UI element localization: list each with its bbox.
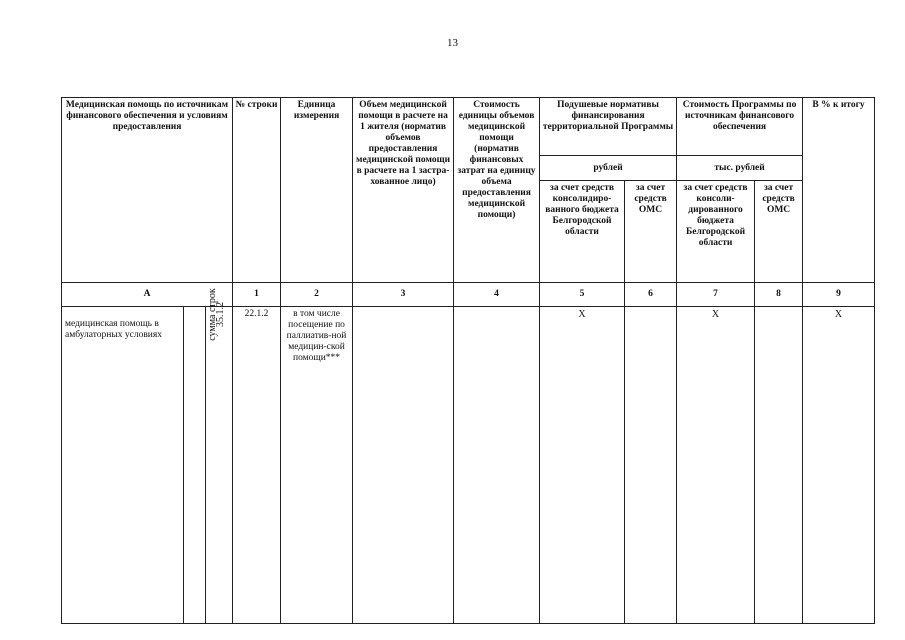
- header-share: В % к итогу: [803, 98, 875, 283]
- header-unit-cost: Стоимость единицы объемов медицинской помощи (норматив финансовых затрат на единицу объема предоставления медицинской помощи): [454, 98, 540, 283]
- header-row-number: № строки: [233, 98, 281, 283]
- column-number-9: 9: [803, 283, 875, 307]
- financing-table: [61, 97, 875, 624]
- unit-thousand-rubles: тыс. рублей: [677, 156, 803, 181]
- row-note-rotated: сумма строк: [206, 288, 218, 341]
- column-number-2: 2: [281, 283, 353, 307]
- column-number-3: 3: [353, 283, 454, 307]
- row-share: X: [803, 307, 875, 624]
- row-oms-per-capita: [625, 307, 677, 624]
- column-number-a: А: [62, 283, 233, 307]
- row-number: 22.1.2: [233, 307, 281, 624]
- header-per-capita: Подушевые нормативы финансирования территориальной Программы: [540, 98, 677, 156]
- table-row: [62, 307, 875, 624]
- column-number-5: 5: [540, 283, 625, 307]
- row-unit: в том числе посещение по паллиатив-ной медицин-ской помощи***: [281, 307, 353, 624]
- column-number-1: 1: [233, 283, 281, 307]
- header-oms-per-capita: за счет средств ОМС: [625, 181, 677, 283]
- header-volume: Объем медицинской помощи в расчете на 1 жителя (норматив объемов предоставления медицинской помощи в расчете на 1 застра-хованное лицо): [353, 98, 454, 283]
- column-number-6: 6: [625, 283, 677, 307]
- header-budget-program-cost: за счет средств консоли-дированного бюджета Белгородской области: [677, 181, 755, 283]
- row-oms-program-cost: [755, 307, 803, 624]
- header-program-cost: Стоимость Программы по источникам финансового обеспечения: [677, 98, 803, 156]
- row-budget-per-capita: X: [540, 307, 625, 624]
- unit-rubles: рублей: [540, 156, 677, 181]
- header-budget-per-capita: за счет средств консолидиро-ванного бюджета Белгородской области: [540, 181, 625, 283]
- header-unit: Единица измерения: [281, 98, 353, 283]
- row-ref-cell: [206, 302, 233, 624]
- column-number-7: 7: [677, 283, 755, 307]
- header-oms-program-cost: за счет средств ОМС: [755, 181, 803, 283]
- row-volume: [353, 307, 454, 624]
- row-unit-cost: [454, 307, 540, 624]
- page-number: 13: [447, 37, 458, 49]
- row-budget-program-cost: X: [677, 307, 755, 624]
- row-note-cell: [184, 288, 218, 624]
- column-number-8: 8: [755, 283, 803, 307]
- row-ref-rotated: 35.1.2: [215, 302, 226, 327]
- header-care-type: Медицинская помощь по источникам финансового обеспечения и условиям предоставления: [62, 98, 233, 283]
- column-number-4: 4: [454, 283, 540, 307]
- care-type-label: медицинская помощь в амбулаторных условиях: [62, 307, 184, 624]
